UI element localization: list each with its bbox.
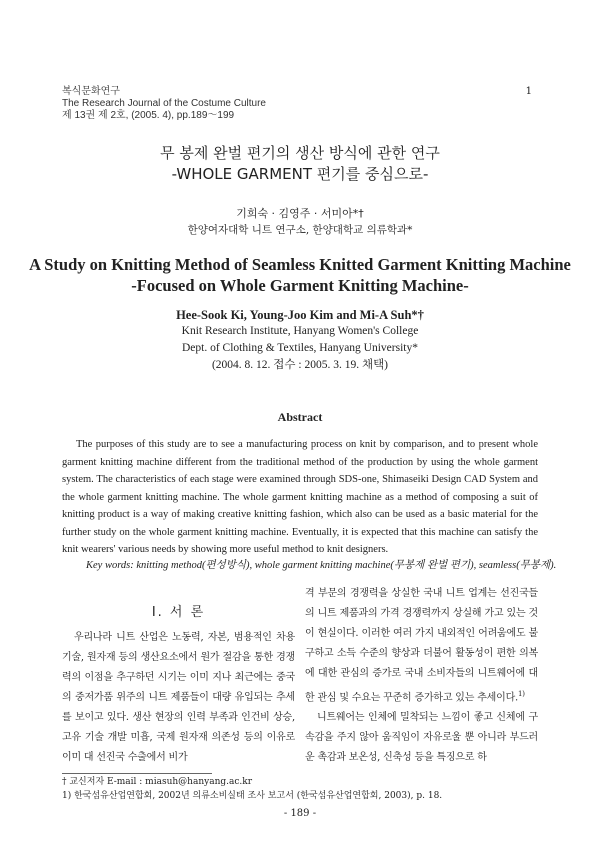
left-column-text: 우리나라 니트 산업은 노동력, 자본, 범용적인 차용 기술, 원자재 등의 생산요소에서 원가 절감을 통한 경쟁력의 이점을 추구하던 시기는 이미 지나 최근에는 중국의 중저가품 위주의 니트 제품들이 대량 유입되는 추세를 보이고 있다. 생산 현장의 인력 부족과 인건비 상승, 고유 기술 개발 미흡, 국제 원자재 의존성 등의 이유로 이미 대 선진국 수출에서 비가	[62, 632, 295, 763]
page-number-top: 1	[525, 86, 532, 97]
journal-volume-info: 제 13권 제 2호, (2005. 4), pp.189～199	[62, 110, 235, 121]
affiliation-line1: Knit Research Institute, Hanyang Women's College	[181, 325, 419, 337]
footnote-corresponding-author: † 교신저자 E-mail : miasuh@hanyang.ac.kr	[62, 777, 253, 787]
footnote-ref-marker: 1)	[518, 690, 525, 698]
right-column	[305, 584, 538, 768]
keywords: Key words: knitting method(편성방식), whole garment knitting machine(무봉제 완벌 편기), seamless(무봉제).	[86, 560, 557, 571]
abstract-text: The purposes of this study are to see a manufacturing process on knit by comparison, and to present whole garment knitting machine different from the traditional method of the production by using the whole garment system. The characteristics of each stage were examined through SDS-one, Shimaseiki Design CAD System and the whole garment knitting machine. The whole garment knitting machine as a method of composing a suit of knitting product is a way of making creative knitting fashion, which also can be used as a basic material for the further study on the whole garment knitting machine. Eventually, it is expected that this machine can satisfy the knit wearers' various needs by showing more useful method to knit designers.	[62, 439, 538, 555]
right-column-paragraph2: 니트웨어는 인체에 밀착되는 느낌이 좋고 신체에 구속감을 주지 않아 움직임이 자유로울 뿐 아니라 부드러운 촉감과 보온성, 신축성 등을 특징으로 하	[305, 712, 538, 764]
section-heading-introduction: Ⅰ. 서 론	[151, 605, 206, 620]
english-title	[0, 254, 600, 296]
korean-title-line2: -WHOLE GARMENT 편기를 중심으로-	[171, 165, 429, 183]
right-column-paragraph1: 격 부문의 경쟁력을 상실한 국내 니트 업계는 선진국들의 니트 제품과의 가격 경쟁력까지 상실해 가고 있는 것이 현실이다. 이러한 여러 가지 내외적인 어려움에도 불구하고 소득 수준의 향상과 더불어 활동성이 편한 의복에 대한 관심의 증가로 국내 소비자들의 니트웨어에 대한 관심 및 수요는 꾸준히 증가하고 있는 추세이다.	[305, 588, 538, 704]
affiliation-line2: Dept. of Clothing & Textiles, Hanyang University*	[182, 342, 418, 354]
english-title-line2: -Focused on Whole Garment Knitting Machine-	[131, 276, 469, 295]
english-affiliation	[0, 323, 600, 374]
korean-title	[0, 143, 600, 185]
footnote-reference-1: 1) 한국섬유산업연합회, 2002년 의류소비실태 조사 보고서 (한국섬유산업연합회, 2003), p. 18.	[62, 791, 443, 801]
page-footer-number: - 189 -	[283, 808, 317, 819]
received-dates: (2004. 8. 12. 접수 : 2005. 3. 19. 채택)	[211, 359, 389, 371]
korean-affiliation: 한양여자대학 니트 연구소, 한양대학교 의류학과*	[187, 224, 413, 236]
journal-header	[62, 86, 266, 122]
journal-korean-name: 복식문화연구	[62, 86, 120, 97]
abstract-heading: Abstract	[277, 410, 323, 424]
korean-title-line1: 무 봉제 완벌 편기의 생산 방식에 관한 연구	[160, 144, 440, 162]
english-title-line1: A Study on Knitting Method of Seamless Knitted Garment Knitting Machine	[29, 255, 571, 274]
korean-authors: 기희숙 · 김영주 · 서미아*†	[236, 207, 364, 220]
footnote-divider	[62, 773, 212, 774]
english-authors: Hee-Sook Ki, Young-Joo Kim and Mi-A Suh*†	[176, 308, 424, 322]
journal-english-name: The Research Journal of the Costume Culture	[62, 98, 266, 109]
